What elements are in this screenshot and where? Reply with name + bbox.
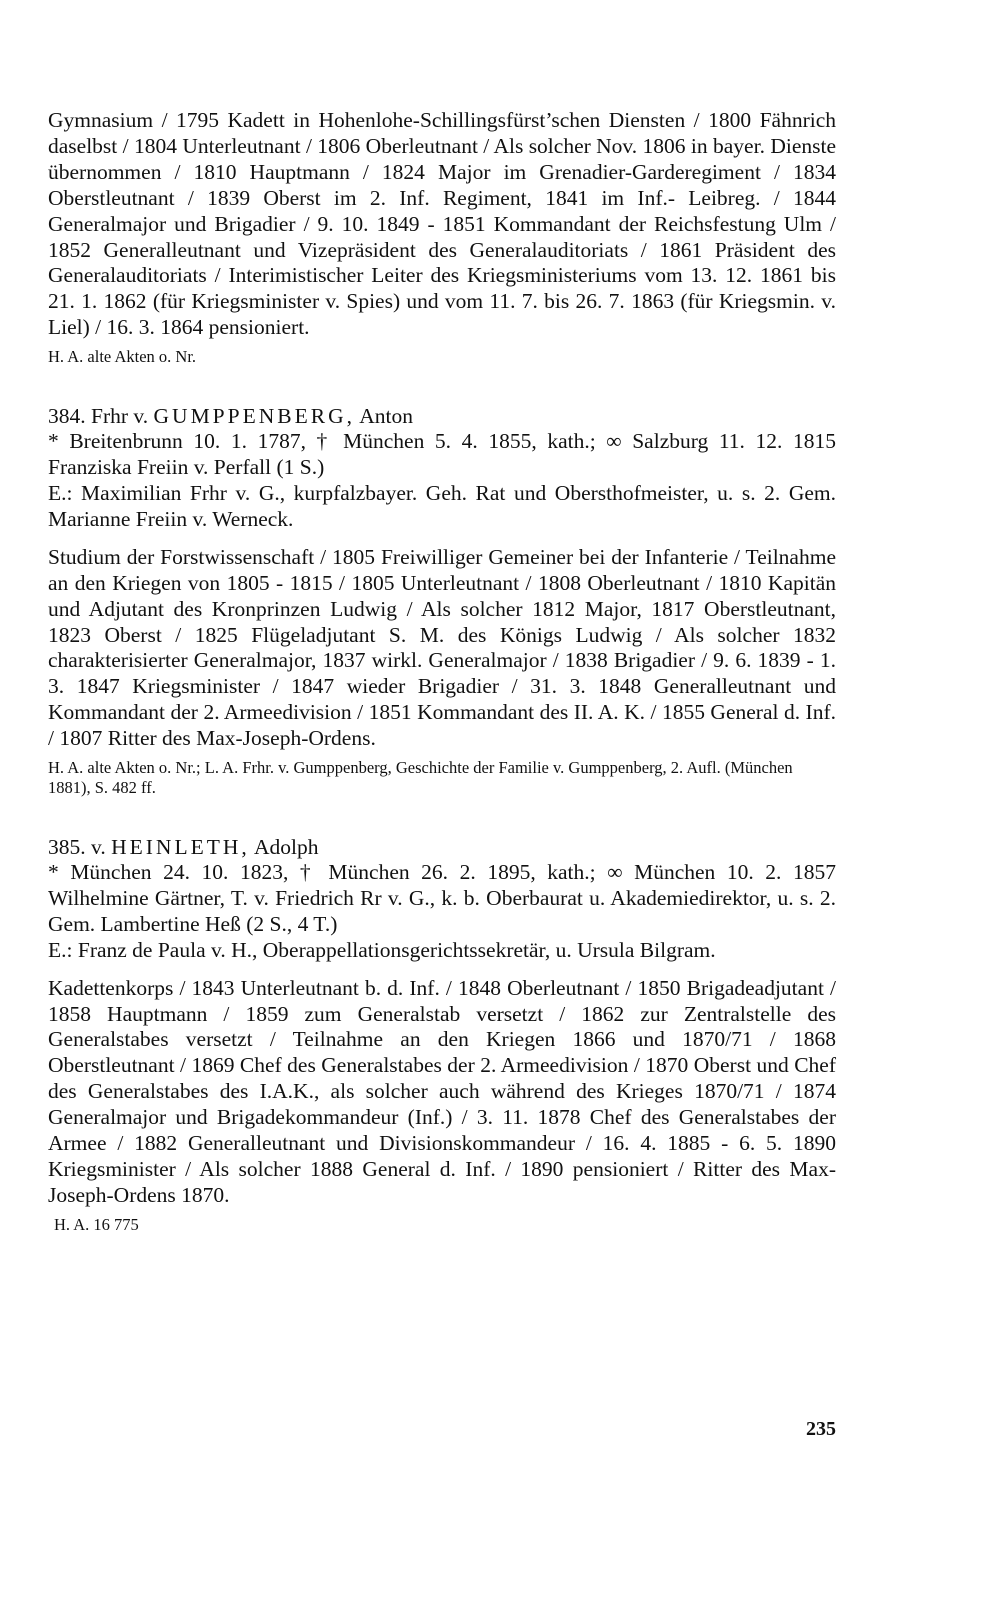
entry-source: H. A. alte Akten o. Nr.; L. A. Frhr. v. Gumppenberg, Geschichte der Familie v. Gumppenberg, 2. Aufl. (München 1881), S. 482 ff. [48, 758, 793, 798]
entry-heading [48, 403, 836, 429]
entry-385 [48, 834, 836, 1235]
entry-384 [48, 403, 836, 798]
entry-vital-data: * München 24. 10. 1823, † München 26. 2. 1895, kath.; ∞ München 10. 2. 1857 Wilhelmine Gärtner, T. v. Friedrich Rr v. G., k. b. Oberbaurat u. Akademiedirektor, u. s. 2. Gem. Lambertine Heß (2 S., 4 T.) [48, 860, 836, 936]
continuation-text: Gymnasium / 1795 Kadett in Hohenlohe-Schillingsfürst’schen Diensten / 1800 Fähnrich daselbst / 1804 Unterleutnant / 1806 Oberleutnant / Als solcher Nov. 1806 in bayer. Dienste übernommen / 1810 Hauptmann / 1824 Major im Grenadier-Garderegiment / 1834 Oberstleutnant / 1839 Oberst im 2. Inf. Regiment, 1841 im Inf.- Leibreg. / 1844 Generalmajor und Brigadier / 9. 10. 1849 - 1851 Kommandant der Reichsfestung Ulm / 1852 Generalleutnant und Vizepräsident des Generalauditoriats / 1861 Präsident des Generalauditoriats / Interimistischer Leiter des Kriegsministeriums vom 13. 12. 1861 bis 21. 1. 1862 (für Kriegsminister v. Spies) und vom 11. 7. bis 26. 7. 1863 (für Kriegsmin. v. Liel) / 16. 3. 1864 pensioniert. [48, 108, 836, 340]
entry-career: Kadettenkorps / 1843 Unterleutnant b. d. Inf. / 1848 Oberleutnant / 1850 Brigadeadjutant / 1858 Hauptmann / 1859 zum Generalstab versetzt / 1862 zur Zentralstelle des Generalstabes versetzt / Teilnahme an den Kriegen 1866 und 1870/71 / 1868 Oberstleutnant / 1869 Chef des Generalstabes der 2. Armeedivision / 1870 Oberst und Chef des Generalstabes des I.A.K., als solcher auch während des Krieges 1870/71 / 1874 Generalmajor und Brigadekommandeur (Inf.) / 3. 11. 1878 Chef des Generalstabes der Armee / 1882 Generalleutnant und Divisionskommandeur / 16. 4. 1885 - 6. 5. 1890 Kriegsminister / Als solcher 1888 General d. Inf. / 1890 pensioniert / Ritter des Max-Joseph-Ordens 1870. [48, 975, 836, 1207]
page-content [48, 108, 836, 1235]
entry-prefix: 385. v. [48, 835, 106, 860]
entry-prefix: 384. Frhr v. [48, 404, 149, 429]
entry-vital-data: * Breitenbrunn 10. 1. 1787, † München 5. 4. 1855, kath.; ∞ Salzburg 11. 12. 1815 Franziska Freiin v. Perfall (1 S.) [48, 429, 836, 480]
entry-parents: E.: Franz de Paula v. H., Oberappellationsgerichtssekretär, u. Ursula Bilgram. [48, 937, 716, 962]
entry-surname: GUMPPENBERG, [153, 404, 355, 429]
entry-career: Studium der Forstwissenschaft / 1805 Freiwilliger Gemeiner bei der Infanterie / Teilnahme an den Kriegen von 1805 - 1815 / 1805 Unterleutnant / 1808 Oberleutnant / 1810 Kapitän und Adjutant des Kronprinzen Ludwig / Als solcher 1812 Major, 1817 Oberstleutnant, 1823 Oberst / 1825 Flügeladjutant S. M. des Königs Ludwig / Als solcher 1832 charakterisierter Generalmajor, 1837 wirkl. Generalmajor / 1838 Brigadier / 9. 6. 1839 - 1. 3. 1847 Kriegsminister / 1847 wieder Brigadier / 31. 3. 1848 Generalleutnant und Kommandant der 2. Armeedivision / 1851 Kommandant des II. A. K. / 1855 General d. Inf. / 1807 Ritter des Max-Joseph-Ordens. [48, 544, 836, 751]
entry-parents: E.: Maximilian Frhr v. G., kurpfalzbayer. Geh. Rat und Obersthofmeister, u. s. 2. Gem. Marianne Freiin v. Werneck. [48, 480, 836, 531]
entry-heading [48, 834, 836, 860]
entry-given-name: Adolph [253, 835, 319, 860]
entry-given-name: Anton [359, 404, 413, 429]
continuation-source: H. A. alte Akten o. Nr. [48, 347, 197, 367]
entry-source: H. A. 16 775 [54, 1214, 139, 1234]
entry-surname: HEINLETH, [111, 835, 250, 860]
page-number: 235 [806, 1418, 836, 1440]
